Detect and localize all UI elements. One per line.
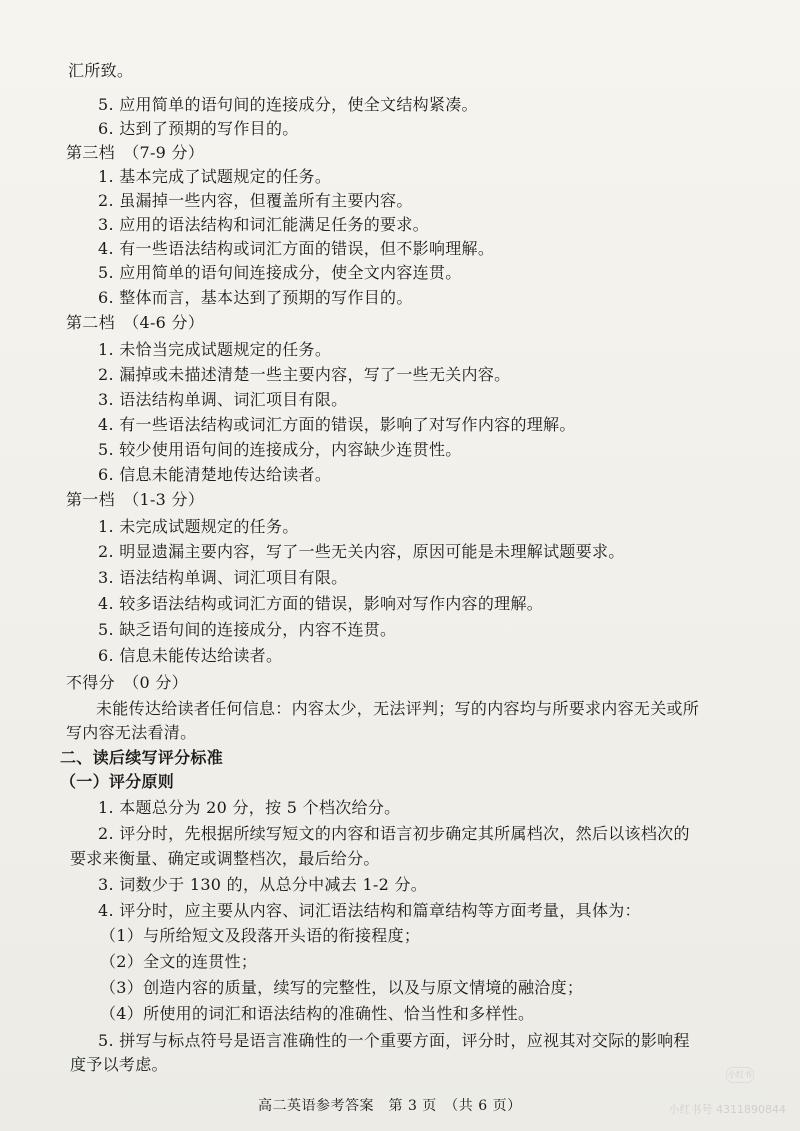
part-heading: 二、读后续写评分标准 [60, 748, 224, 767]
text-line: 1. 本题总分为 20 分，按 5 个档次给分。 [98, 798, 401, 817]
text-line: 2. 评分时，先根据所续写短文的内容和语言初步确定其所属档次，然后以该档次的 [98, 824, 690, 843]
text-line: （3）创造内容的质量，续写的完整性，以及与原文情境的融洽度； [100, 978, 584, 997]
text-line: 3. 语法结构单调、词汇项目有限。 [98, 568, 348, 587]
text-line: 2. 虽漏掉一些内容，但覆盖所有主要内容。 [98, 191, 413, 210]
text-line: 5. 应用简单的语句间的连接成分，使全文结构紧凑。 [98, 95, 478, 114]
text-line: 6. 信息未能清楚地传达给读者。 [98, 465, 332, 484]
subsection-heading: （一）评分原则 [60, 772, 175, 791]
section-heading: 不得分 （0 分） [66, 673, 188, 692]
text-line: 6. 信息未能传达给读者。 [98, 646, 283, 665]
watermark-logo: 小红书 [726, 1067, 754, 1083]
page-footer: 高二英语参考答案 第 3 页 （共 6 页） [258, 1098, 522, 1114]
text-line: 6. 达到了预期的写作目的。 [98, 119, 299, 138]
text-line: 2. 明显遗漏主要内容，写了一些无关内容，原因可能是未理解试题要求。 [98, 542, 625, 561]
text-line: 6. 整体而言，基本达到了预期的写作目的。 [98, 288, 413, 307]
text-line: 4. 评分时，应主要从内容、词汇语法结构和篇章结构等方面考量，具体为： [98, 901, 641, 920]
text-line: 5. 拼写与标点符号是语言准确性的一个重要方面，评分时，应视其对交际的影响程 [98, 1031, 690, 1050]
text-line: 3. 语法结构单调、词汇项目有限。 [98, 390, 348, 409]
section-heading: 第二档 （4-6 分） [66, 313, 205, 332]
text-line: 1. 未恰当完成试题规定的任务。 [98, 340, 332, 359]
text-line: 写内容无法看清。 [66, 723, 197, 742]
text-line: 2. 漏掉或未描述清楚一些主要内容，写了一些无关内容。 [98, 365, 511, 384]
text-line: 4. 较多语法结构或词汇方面的错误，影响对写作内容的理解。 [98, 594, 544, 613]
section-heading: 第三档 （7-9 分） [66, 143, 205, 162]
text-line: 4. 有一些语法结构或词汇方面的错误，影响了对写作内容的理解。 [98, 415, 576, 434]
text-line: 3. 应用的语法结构和词汇能满足任务的要求。 [98, 215, 429, 234]
text-line: （2）全文的连贯性； [100, 952, 258, 971]
text-line: 5. 缺乏语句间的连接成分，内容不连贯。 [98, 620, 397, 639]
text-line: 1. 基本完成了试题规定的任务。 [98, 167, 332, 186]
text-line: 5. 较少使用语句间的连接成分，内容缺少连贯性。 [98, 440, 462, 459]
text-line: 度予以考虑。 [70, 1055, 168, 1074]
text-line: 汇所致。 [68, 61, 134, 80]
text-line: 4. 有一些语法结构或词汇方面的错误，但不影响理解。 [98, 239, 495, 258]
watermark-text: 小红书号 4311890844 [668, 1103, 786, 1116]
text-line: 要求来衡量、确定或调整档次，最后给分。 [70, 849, 380, 868]
text-line: 1. 未完成试题规定的任务。 [98, 517, 299, 536]
section-heading: 第一档 （1-3 分） [66, 490, 205, 509]
text-line: 3. 词数少于 130 的，从总分中减去 1-2 分。 [98, 875, 428, 894]
text-line: 5. 应用简单的语句间连接成分，使全文内容连贯。 [98, 263, 462, 282]
text-line: （1）与所给短文及段落开头语的衔接程度； [100, 926, 421, 945]
text-line: （4）所使用的词汇和语法结构的准确性、恰当性和多样性。 [100, 1004, 535, 1023]
text-line: 未能传达给读者任何信息：内容太少，无法评判；写的内容均与所要求内容无关或所 [96, 699, 700, 718]
